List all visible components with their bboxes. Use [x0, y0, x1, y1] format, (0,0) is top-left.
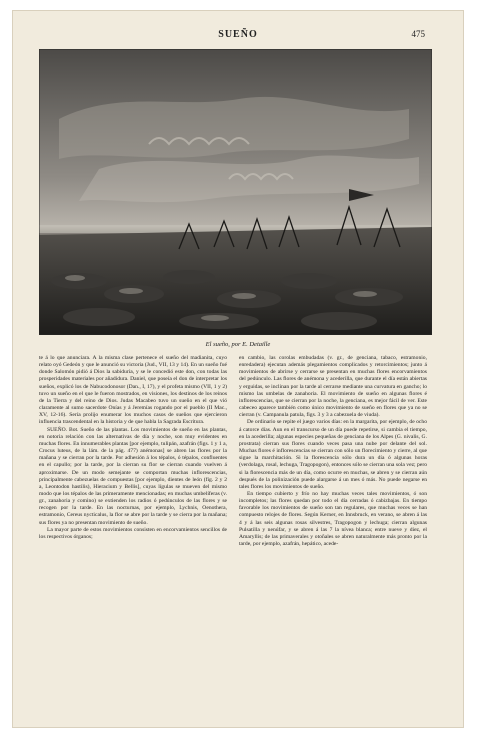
text-column-left — [39, 355, 227, 541]
sleeping-soldiers-engraving — [39, 49, 432, 335]
figure-caption: El sueño, por E. Detaille — [205, 341, 271, 348]
text-column-right — [239, 355, 427, 548]
paragraph: De ordinario se repite el juego varios días: en la margarita, por ejemplo, de ocho á catorce días. Aun en el transcurso de un día puede repetirse, si cambia el tiempo, en la acederilla; algunas especies pequeñas de genciana de los Alpes (G. nivalis, G. prostrata) cierran sus flores cuando veces pasa una nube por delante del sol. Muchas flores é inflorescencias se cierran con sólo un florecimiento y cierre, al que sigue la marchitación. Si la florescencia sólo dura un día ó algunas horas (verdolaga, rosal, lechuga, Tragopogon), entonces sólo se cierran una sola vez; pero si la florescencia más de un día, como ocurre en muchas, se abren y se cierran aún después de la polinización puede alargarse á un mes ó más. No puede negarse en tales flores los movimientos de sueño. — [239, 419, 427, 490]
paragraph: SUEÑO. Bot. Sueño de las plantas. Los movimientos de sueño en las plantas, en notoria relación con las alternativas de día y noche, son muy evidentes en muchas flores. En innumerables plantas [por ejemplo, tulipán, azafrán (figs. 1 y 1 a, Crocus luteus, de la lám. de la pág. 477) anémonas] se abren las flores por la mañana y se cierran por la tarde. Por adhesión á los tépalos, ó tépalos, confluentes en el capullo; por la tarde, por la cierran su flor se cierran cuando vuelven á aproximarse. De un modo semejante se comportan muchas inflorescencias, principalmente cabezuelas de compuestas [por ejemplo, dientes de león (fig. 2 y 2 a, Leontodon hastilis), Hieracium y Bellis], cuyas lígulas se mueven del mismo modo que los tépalos de las primeramente mencionadas; en muchas umbelíferas (v. gr., zanahoria y comino) se extienden los radios ó pedúnculos de las flores y se recogen por la tarde. En las nocturnas, por ejemplo, Lychnis, Oenothera, estramonio, Cereus nycticalus, la flor se abre por la tarde y se cierra por la mañana; sus flores ya no presentan movimiento de sueño. — [39, 426, 227, 526]
paragraph: La mayor parte de estos movimientos consisten en encorvamientos sencillos de los respectivos órganos; — [39, 526, 227, 540]
page-number: 475 — [411, 29, 425, 39]
paragraph: En tiempo cubierto y frío no hay muchas veces tales movimientos, ó son incompletos; las flores quedan por todo el día cerradas ó cabizbajas. En tiempo favorable los movimientos de sueño son tan regulares, que muchas veces se han compuesto relojes de flores. Según Kerner, en Innsbruck, en verano, se abren á las 4 y á las seis algunas rosas silvestres, Tragopogon y lechuga; cierran algunas Pulsatilla y nenúfar, y se abren á las 7 la nívea blanca; entre nueve y diez, el Amaryllis; de las primaverales y otoñales se abren naturalmente más pronto por la tarde, por ejemplo, azafrán, hepático, acede- — [239, 490, 427, 548]
paragraph: en cambio, las corolas embudadas (v. gr., de genciana, tabaco, estramonio, enredadera) ejecutan además plegamientos complicados y retorcimientos; junto á movimientos de abrirse y cerrarse se presentan en muchas flores encorvamientos del pedúnculo. Las flores de anémona y acederilla, que durante el día están abiertas y erguidas, se inclinan por la tarde al cerrarse mediante una curvatura en gancho; lo mismo las umbelas de zanahoria. El movimiento de sueño en algunas flores é inflorescencias, que se cierran por la noche, la genciana, es mejor fácil de ver. Este cabeceo aparece también como único movimiento de sueño en flores que ya no se cierran (v. Campanula patula, figs. 3 y 3 a cabezuela de viuda). — [239, 355, 427, 419]
running-head: SUEÑO — [218, 29, 258, 40]
book-page — [12, 10, 464, 728]
engraving-illustration — [39, 49, 432, 335]
page-header — [13, 29, 463, 43]
paragraph: te á lo que anunciara. A la misma clase pertenece el sueño del madianita, cuyo relato oyó Gedeón y que le anunció su victoria (Jud., VII, 13 y 14). En un sueño fué donde Salomón pidió á Dios la sabiduría, y se le concedió este don, con todas las prosperidades materiales por añadidura. Daniel, que poseía el don de interpretar los sueños, explicó los de Nabucodonosor (Dan., I, 17), y el profeta mismo (VII, 1 y 2) tuvo un sueño en el que le fueron mostrados, en visiones, los destinos de los reinos de la Tierra y del reino de Dios. Judas Macabeo tuvo un sueño en el que vió claramente al sumo sacerdote Onías y á Jeremías rogando por el pueblo (II Mac., XV, 12-16). Sería prolijo enumerar los muchos casos de sueños que ejercieron influencia trascendental en la historia y de que habla la Sagrada Escritura. — [39, 355, 227, 426]
